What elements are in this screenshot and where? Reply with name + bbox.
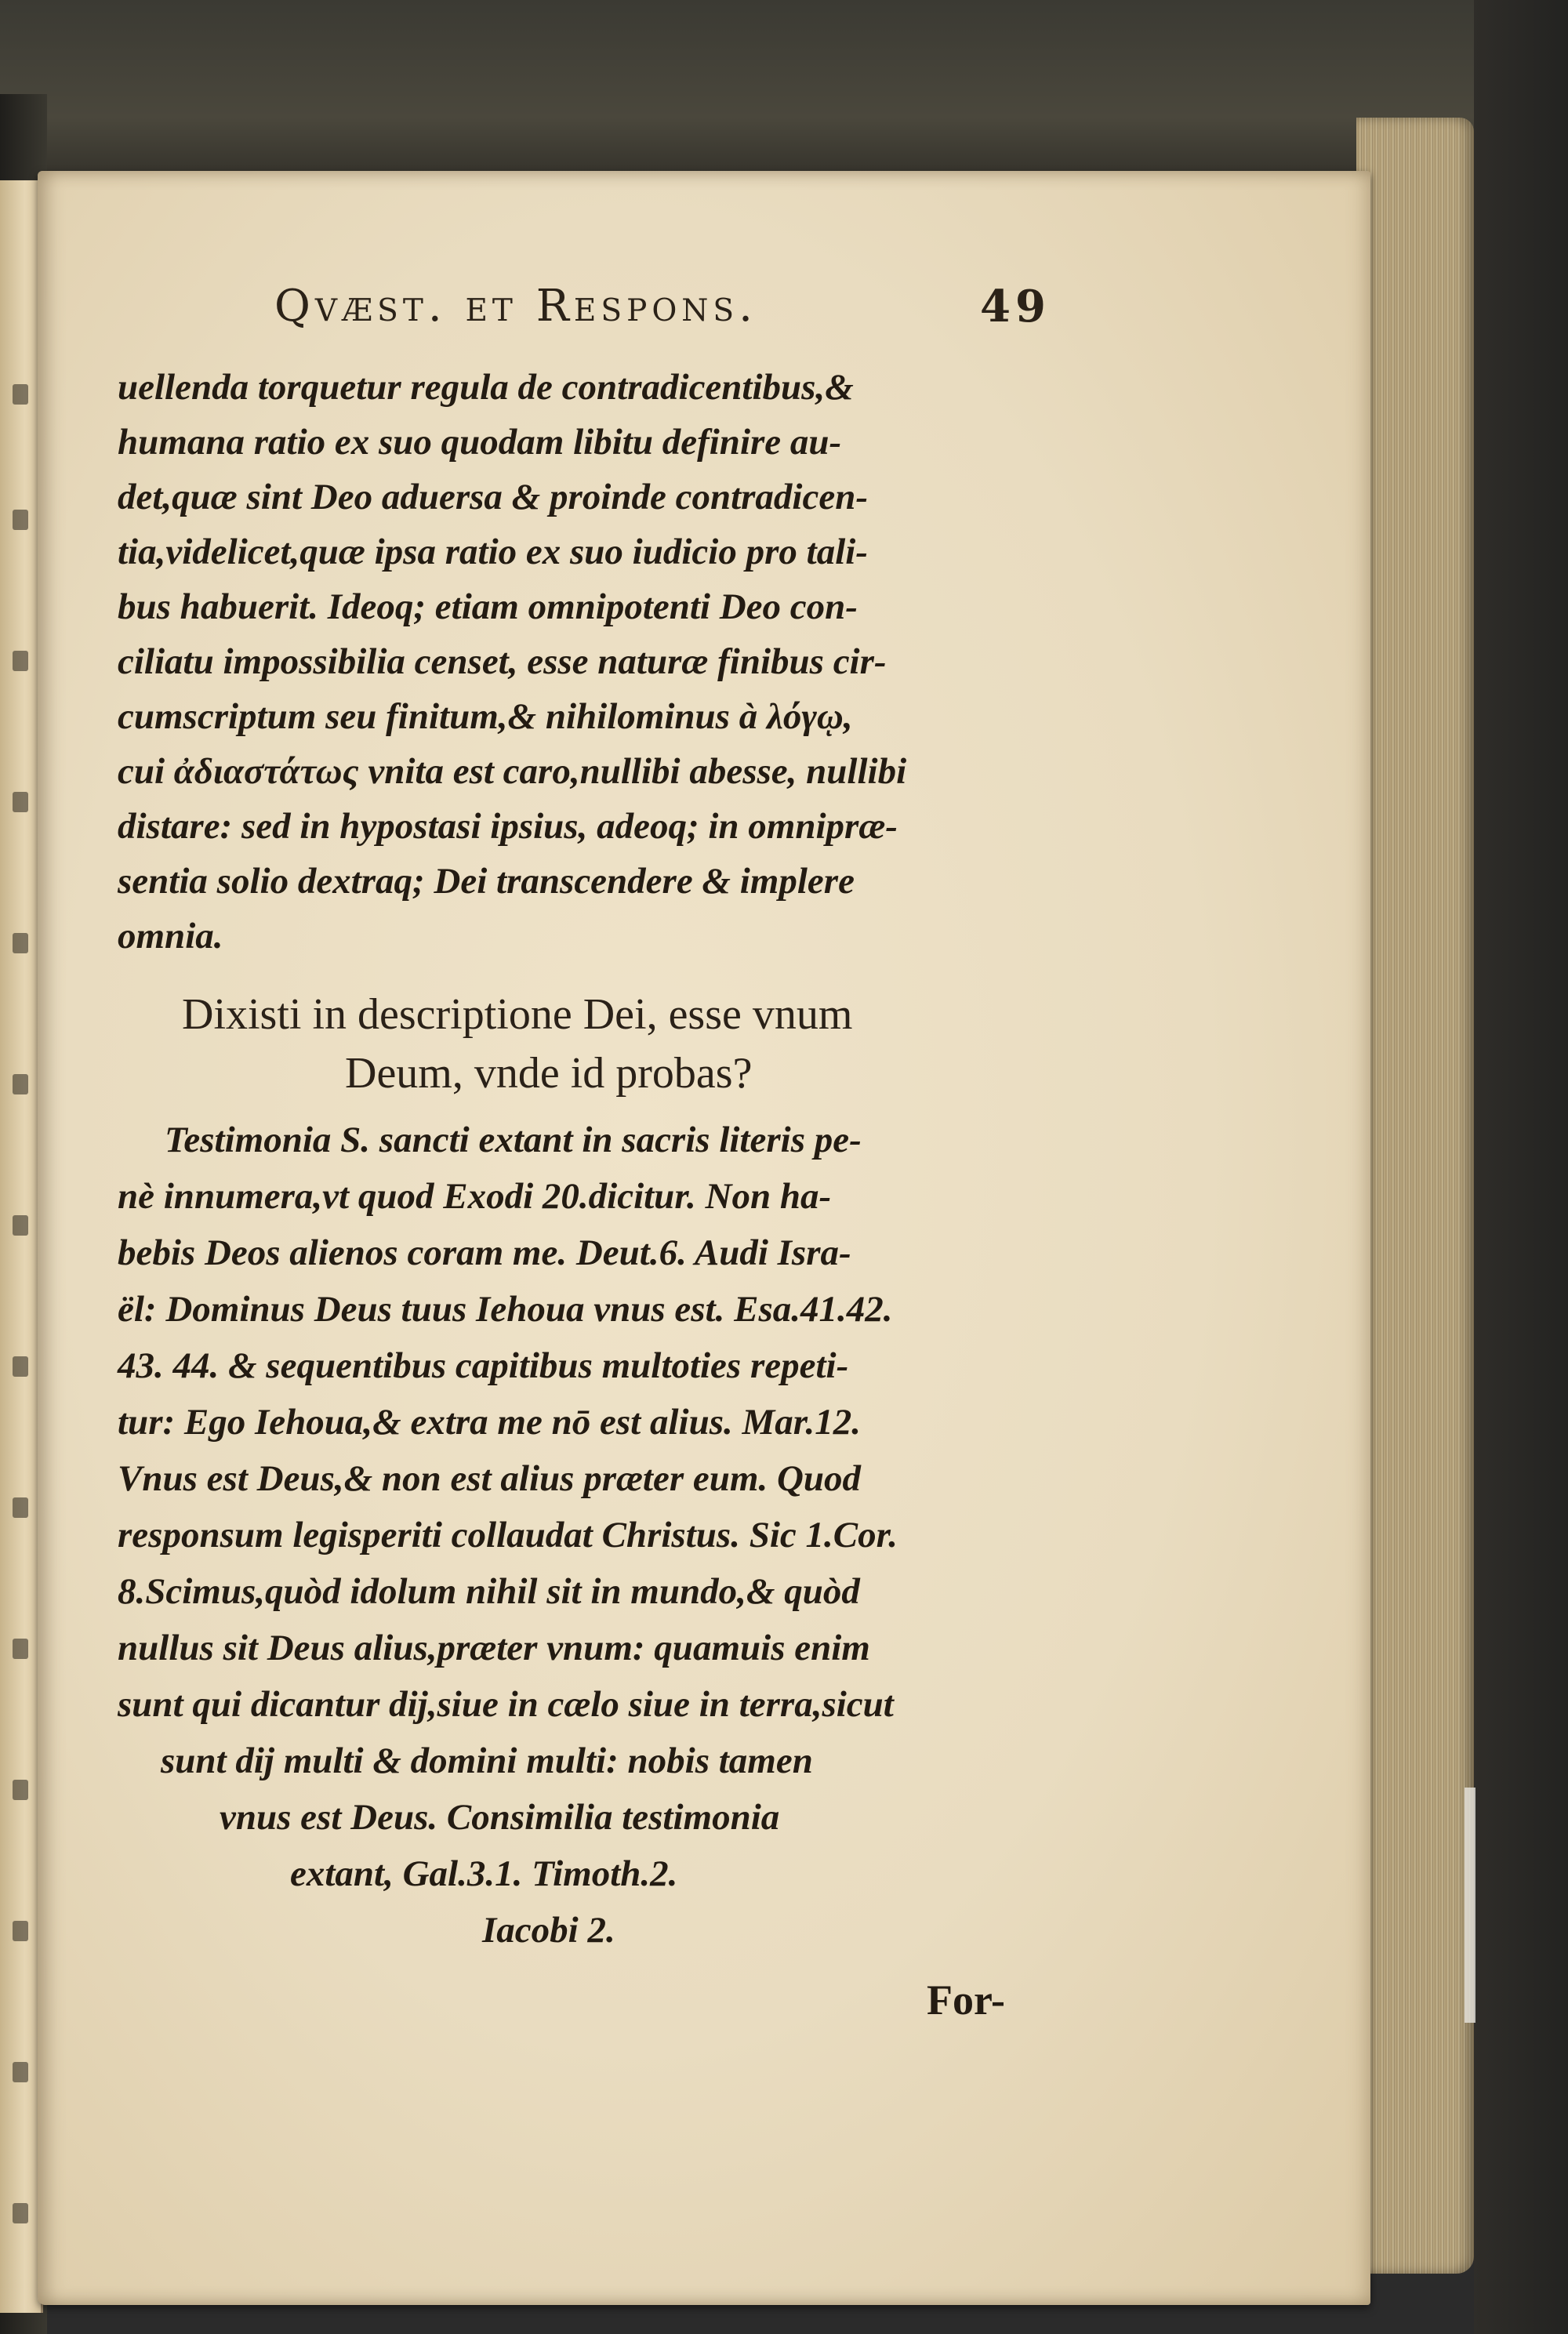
text-line: nè innumera,vt quod Exodi 20.dicitur. Non ha- <box>118 1176 832 1217</box>
text-line: 43. 44. & sequentibus capitibus multoties repeti- <box>118 1345 849 1386</box>
text-line: cumscriptum seu finitum,& nihilominus à λόγῳ, <box>118 696 853 737</box>
facing-page-ink <box>13 1497 28 1518</box>
background-right <box>1474 0 1568 2334</box>
bookmark-slip <box>1465 1788 1475 2023</box>
facing-page-ink <box>13 1639 28 1659</box>
book-cover-top <box>0 0 1568 196</box>
facing-page-sliver <box>0 180 43 2313</box>
text-line: ël: Dominus Deus tuus Iehoua vnus est. Esa.41.42. <box>118 1289 893 1330</box>
text-line: humana ratio ex suo quodam libitu definire au- <box>118 422 842 463</box>
text-line: cui ἀδιαστάτως vnita est caro,nullibi abesse, nullibi <box>118 751 907 792</box>
facing-page-ink <box>13 933 28 953</box>
text-line: tur: Ego Iehoua,& extra me nō est alius. Mar.12. <box>118 1402 861 1443</box>
text-line: Testimonia S. sancti extant in sacris literis pe- <box>165 1120 862 1160</box>
text-line: vnus est Deus. Consimilia testimonia <box>220 1797 780 1838</box>
facing-page-ink <box>13 1356 28 1377</box>
facing-page-ink <box>13 2203 28 2223</box>
text-line: bebis Deos alienos coram me. Deut.6. Audi Isra- <box>118 1232 851 1273</box>
text-line: distare: sed in hypostasi ipsius, adeoq; in omnipræ- <box>118 806 898 847</box>
text-line: nullus sit Deus alius,præter vnum: quamuis enim <box>118 1628 870 1668</box>
running-title: Qvæst. et Respons. <box>274 281 757 332</box>
facing-page-ink <box>13 510 28 530</box>
text-line: 8.Scimus,quòd idolum nihil sit in mundo,& quòd <box>118 1571 860 1612</box>
text-line: Iacobi 2. <box>482 1910 615 1951</box>
text-line: omnia. <box>118 916 223 956</box>
text-line: ciliatu impossibilia censet, esse naturæ finibus cir- <box>118 641 887 682</box>
text-line: extant, Gal.3.1. Timoth.2. <box>290 1853 678 1894</box>
question-line: Dixisti in descriptione Dei, esse vnum <box>182 990 853 1039</box>
text-line: det,quæ sint Deo aduersa & proinde contradicen- <box>118 477 869 517</box>
running-header <box>274 281 1058 343</box>
text-line: sunt qui dicantur dij,siue in cælo siue in terra,sicut <box>118 1684 894 1725</box>
page-number: 49 <box>980 281 1051 332</box>
facing-page-ink <box>13 1074 28 1094</box>
page-block-edge <box>1356 118 1474 2274</box>
facing-page-ink <box>13 1780 28 1800</box>
text-line: Vnus est Deus,& non est alius præter eum. Quod <box>118 1458 862 1499</box>
facing-page-ink <box>13 651 28 671</box>
facing-page-ink <box>13 1921 28 1941</box>
question-line: Deum, vnde id probas? <box>345 1049 753 1098</box>
text-line: responsum legisperiti collaudat Christus. Sic 1.Cor. <box>118 1515 898 1555</box>
text-line: uellenda torquetur regula de contradicentibus,& <box>118 367 854 408</box>
facing-page-ink <box>13 792 28 812</box>
facing-page-ink <box>13 1215 28 1236</box>
text-line: tia,videlicet,quæ ipsa ratio ex suo iudicio pro tali- <box>118 532 868 572</box>
facing-page-ink <box>13 384 28 405</box>
text-line: sentia solio dextraq; Dei transcendere & implere <box>118 861 855 902</box>
text-line: sunt dij multi & domini multi: nobis tamen <box>161 1741 813 1781</box>
catchword: For- <box>927 1976 1005 2024</box>
text-line: bus habuerit. Ideoq; etiam omnipotenti Deo con- <box>118 586 858 627</box>
facing-page-ink <box>13 2062 28 2082</box>
